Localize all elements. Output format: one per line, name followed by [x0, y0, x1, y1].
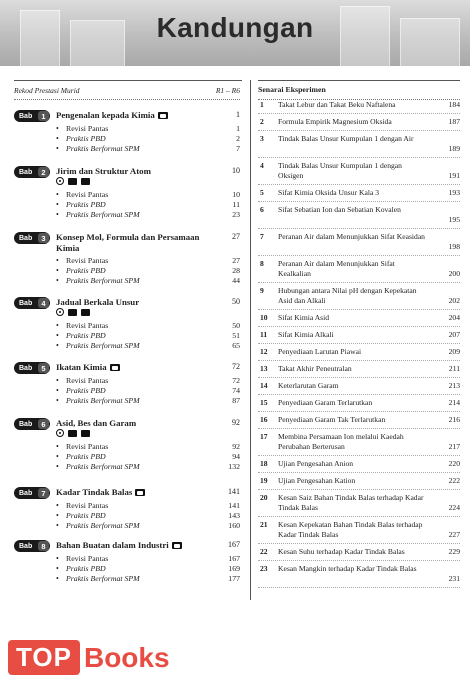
bab-number: 8 — [38, 541, 49, 551]
item-label: Praktis PBD — [66, 511, 106, 520]
experiment-title: Kesan Mangkin terhadap Kadar Tindak Balas — [278, 564, 417, 573]
row-divider — [258, 157, 460, 158]
experiment-title: Kesan Suhu terhadap Kadar Tindak Balas — [278, 547, 405, 556]
item-page: 74 — [232, 386, 240, 395]
experiment-number: 6 — [260, 205, 264, 214]
experiment-page: 200 — [448, 269, 460, 278]
bab-number: 1 — [38, 111, 49, 121]
row-divider — [258, 455, 460, 456]
experiment-page: 187 — [448, 117, 460, 126]
item-page: 1 — [236, 124, 240, 133]
item-label: Revisi Pantas — [66, 501, 109, 510]
experiment-number: 9 — [260, 286, 264, 295]
experiment-page: 231 — [448, 574, 460, 583]
item-page: 92 — [232, 442, 240, 451]
item-page: 177 — [228, 574, 240, 583]
row-divider — [258, 394, 460, 395]
bab-badge — [14, 110, 50, 122]
row-divider — [258, 184, 460, 185]
experiment-row[interactable] — [258, 117, 460, 134]
bab-badge — [14, 418, 50, 430]
experiment-page: 211 — [448, 364, 460, 373]
chapter-items — [66, 124, 240, 154]
row-divider — [258, 516, 460, 517]
experiment-number: 3 — [260, 134, 264, 143]
experiment-page: 217 — [448, 442, 460, 451]
experiment-row[interactable] — [258, 330, 460, 347]
item-label: Revisi Pantas — [66, 190, 109, 199]
experiment-title: Ujian Pengesahan Anion — [278, 459, 354, 468]
row-divider — [258, 282, 460, 283]
item-label: Praktis Berformat SPM — [66, 574, 140, 583]
item-label: Praktis Berformat SPM — [66, 396, 140, 405]
experiment-number: 20 — [260, 493, 268, 502]
experiment-page: 229 — [448, 547, 460, 556]
bab-badge — [14, 362, 50, 374]
item-page: 87 — [232, 396, 240, 405]
experiment-page: 213 — [448, 381, 460, 390]
list-item[interactable] — [66, 554, 240, 564]
list-item[interactable] — [66, 331, 240, 341]
list-item[interactable] — [66, 134, 240, 144]
item-page: 50 — [232, 321, 240, 330]
item-label: Praktis PBD — [66, 266, 106, 275]
video-icon[interactable] — [172, 542, 182, 549]
list-item[interactable] — [66, 462, 240, 472]
experiment-title: Kesan Kepekatan Bahan Tindak Balas terhadap Kadar Tindak Balas — [278, 520, 423, 539]
chapter-items — [66, 321, 240, 351]
item-label: Revisi Pantas — [66, 442, 109, 451]
simulation-icon[interactable] — [81, 309, 90, 316]
page-title: Kandungan — [156, 12, 314, 43]
experiment-number: 15 — [260, 398, 268, 407]
experiment-number: 13 — [260, 364, 268, 373]
row-divider — [258, 326, 460, 327]
experiment-page: 189 — [448, 144, 460, 153]
experiment-page: 204 — [448, 313, 460, 322]
item-page: 28 — [232, 266, 240, 275]
bab-number: 3 — [38, 233, 49, 243]
chapter-title: Jirim dan Struktur Atom — [56, 166, 151, 176]
chapter-page: 92 — [232, 418, 240, 427]
list-item[interactable] — [66, 442, 240, 452]
list-item[interactable] — [66, 276, 240, 286]
experiment-number: 8 — [260, 259, 264, 268]
simulation-icon[interactable] — [81, 430, 90, 437]
chapter-page: 167 — [228, 540, 240, 549]
experiment-title: Penyediaan Garam Terlarutkan — [278, 398, 373, 407]
row-divider — [258, 543, 460, 544]
bab-badge — [14, 487, 50, 499]
experiment-number: 12 — [260, 347, 268, 356]
rekod-pages: R1 – R6 — [215, 86, 240, 95]
list-item[interactable] — [66, 396, 240, 406]
item-label: Praktis Berformat SPM — [66, 521, 140, 530]
video-icon[interactable] — [68, 178, 77, 185]
chapter-title: Pengenalan kepada Kimia — [56, 110, 155, 120]
chapter-title: Konsep Mol, Formula dan Persamaan Kimia — [56, 232, 200, 253]
experiment-title: Sifat Kimia Alkali — [278, 330, 334, 339]
video-icon[interactable] — [68, 309, 77, 316]
bab-label: Bab — [19, 420, 33, 428]
experiment-number: 2 — [260, 117, 264, 126]
resource-icons — [56, 177, 90, 185]
item-page: 94 — [232, 452, 240, 461]
list-item[interactable] — [66, 386, 240, 396]
chapter-title: Kadar Tindak Balas — [56, 487, 133, 497]
chapter-items — [66, 190, 240, 220]
chapter-title: Jadual Berkala Unsur — [56, 297, 140, 307]
video-icon[interactable] — [158, 112, 168, 119]
item-label: Praktis Berformat SPM — [66, 210, 140, 219]
video-icon[interactable] — [68, 430, 77, 437]
ar-icon[interactable] — [56, 177, 64, 185]
bab-label: Bab — [19, 168, 33, 176]
item-page: 167 — [228, 554, 240, 563]
list-item[interactable] — [66, 452, 240, 462]
rekod-row[interactable] — [14, 86, 240, 100]
experiment-title: Sifat Sebatian Ion dan Sebatian Kovalen — [278, 205, 401, 214]
experiment-title: Penyediaan Larutan Piawai — [278, 347, 362, 356]
experiment-title: Takat Lebur dan Takat Beku Naftalena — [278, 100, 396, 109]
rekod-label: Rekod Prestasi Murid — [14, 86, 80, 95]
item-label: Revisi Pantas — [66, 256, 109, 265]
experiment-number: 5 — [260, 188, 264, 197]
video-icon[interactable] — [110, 364, 120, 371]
item-page: 27 — [232, 256, 240, 265]
experiment-number: 23 — [260, 564, 268, 573]
experiment-page: 207 — [448, 330, 460, 339]
list-item[interactable] — [66, 501, 240, 511]
experiment-title: Keterlarutan Garam — [278, 381, 339, 390]
experiment-number: 16 — [260, 415, 268, 424]
list-item[interactable] — [66, 574, 240, 584]
bab-badge — [14, 166, 50, 178]
experiment-row[interactable] — [258, 381, 460, 398]
list-item[interactable] — [66, 321, 240, 331]
experiment-number: 7 — [260, 232, 264, 241]
item-label: Praktis PBD — [66, 331, 106, 340]
list-item[interactable] — [66, 266, 240, 276]
row-divider — [258, 489, 460, 490]
item-page: 143 — [228, 511, 240, 520]
item-label: Praktis PBD — [66, 134, 106, 143]
experiment-number: 18 — [260, 459, 268, 468]
item-page: 72 — [232, 376, 240, 385]
row-divider — [258, 560, 460, 561]
item-label: Praktis PBD — [66, 452, 106, 461]
chapter-items — [66, 256, 240, 286]
experiment-row[interactable] — [258, 347, 460, 364]
item-page: 51 — [232, 331, 240, 340]
row-divider — [258, 228, 460, 229]
chapter-page: 50 — [232, 297, 240, 306]
list-item[interactable] — [66, 190, 240, 200]
row-divider — [258, 428, 460, 429]
bab-label: Bab — [19, 489, 33, 497]
experiment-number: 1 — [260, 100, 264, 109]
item-page: 65 — [232, 341, 240, 350]
row-divider — [258, 113, 460, 114]
item-page: 23 — [232, 210, 240, 219]
experiment-title: Takat Akhir Peneutralan — [278, 364, 352, 373]
chapter-page: 10 — [232, 166, 240, 175]
list-item[interactable] — [66, 511, 240, 521]
experiment-title: Kesan Saiz Bahan Tindak Balas terhadap Kadar Tindak Balas — [278, 493, 424, 512]
row-divider — [258, 360, 460, 361]
experiment-title: Tindak Balas Unsur Kumpulan 1 dengan Oksigen — [278, 161, 402, 180]
experiment-page: 214 — [448, 398, 460, 407]
column-divider — [250, 80, 251, 600]
row-divider — [258, 472, 460, 473]
list-item[interactable] — [66, 341, 240, 351]
experiment-row[interactable] — [258, 313, 460, 330]
item-page: 7 — [236, 144, 240, 153]
bab-number: 5 — [38, 363, 49, 373]
bab-number: 4 — [38, 298, 49, 308]
experiment-number: 19 — [260, 476, 268, 485]
divider — [258, 80, 460, 81]
ar-icon[interactable] — [56, 308, 64, 316]
experiment-page: 184 — [448, 100, 460, 109]
chapter-page: 141 — [228, 487, 240, 496]
experiment-title: Peranan Air dalam Menunjukkan Sifat Keasidan — [278, 232, 425, 241]
bab-number: 7 — [38, 488, 49, 498]
experiment-page: 202 — [448, 296, 460, 305]
chapter-page: 72 — [232, 362, 240, 371]
list-item[interactable] — [66, 256, 240, 266]
experiment-page: 209 — [448, 347, 460, 356]
experiment-title: Sifat Kimia Asid — [278, 313, 330, 322]
item-label: Praktis PBD — [66, 200, 106, 209]
experiment-number: 21 — [260, 520, 268, 529]
experiment-number: 14 — [260, 381, 268, 390]
bab-label: Bab — [19, 234, 33, 242]
item-label: Revisi Pantas — [66, 124, 109, 133]
experiment-row[interactable] — [258, 476, 460, 493]
experiment-page: 224 — [448, 503, 460, 512]
resource-icons — [56, 429, 90, 437]
experiment-page: 195 — [448, 215, 460, 224]
list-item[interactable] — [66, 376, 240, 386]
topbooks-watermark — [8, 640, 170, 675]
divider — [14, 80, 242, 81]
experiment-row[interactable] — [258, 100, 460, 117]
bab-label: Bab — [19, 299, 33, 307]
chapter-page: 1 — [236, 110, 240, 119]
list-item[interactable] — [66, 521, 240, 531]
bab-number: 2 — [38, 167, 49, 177]
chapter-items — [66, 376, 240, 406]
watermark-top: TOP — [8, 640, 80, 675]
ar-icon[interactable] — [56, 429, 64, 437]
experiment-number: 10 — [260, 313, 268, 322]
bab-badge — [14, 232, 50, 244]
experiment-title: Tindak Balas Unsur Kumpulan 1 dengan Air — [278, 134, 414, 143]
experiment-row[interactable] — [258, 547, 460, 564]
bab-label: Bab — [19, 112, 33, 120]
item-label: Praktis Berformat SPM — [66, 341, 140, 350]
item-page: 11 — [232, 200, 240, 209]
item-label: Revisi Pantas — [66, 554, 109, 563]
experiment-page: 227 — [448, 530, 460, 539]
item-page: 2 — [236, 134, 240, 143]
chapter-items — [66, 501, 240, 531]
experiment-title: Ujian Pengesahan Kation — [278, 476, 356, 485]
bab-label: Bab — [19, 542, 33, 550]
experiment-title: Penyediaan Garam Tak Terlarutkan — [278, 415, 386, 424]
experiment-page: 193 — [448, 188, 460, 197]
row-divider — [258, 377, 460, 378]
chapter-page: 27 — [232, 232, 240, 241]
list-item[interactable] — [66, 564, 240, 574]
bab-badge — [14, 297, 50, 309]
list-item[interactable] — [66, 200, 240, 210]
row-divider — [258, 201, 460, 202]
bab-number: 6 — [38, 419, 49, 429]
item-page: 141 — [228, 501, 240, 510]
item-page: 169 — [228, 564, 240, 573]
experiment-number: 17 — [260, 432, 268, 441]
resource-icons — [56, 308, 90, 316]
experiment-number: 4 — [260, 161, 264, 170]
experiment-page: 216 — [448, 415, 460, 424]
experiment-page: 220 — [448, 459, 460, 468]
experiment-title: Hubungan antara Nilai pH dengan Kepekatan Asid dan Alkali — [278, 286, 417, 305]
experiment-page: 198 — [448, 242, 460, 251]
chapter-title: Bahan Buatan dalam Industri — [56, 540, 169, 550]
watermark-books: Books — [83, 641, 170, 673]
list-item[interactable] — [66, 124, 240, 134]
item-label: Praktis Berformat SPM — [66, 276, 140, 285]
experiment-title: Formula Empirik Magnesium Oksida — [278, 117, 392, 126]
item-page: 44 — [232, 276, 240, 285]
experiment-title: Peranan Air dalam Menunjukkan Sifat Kealkalian — [278, 259, 395, 278]
item-label: Praktis Berformat SPM — [66, 462, 140, 471]
experiment-number: 22 — [260, 547, 268, 556]
video-icon[interactable] — [135, 489, 145, 496]
experiment-page: 222 — [448, 476, 460, 485]
list-item[interactable] — [66, 210, 240, 220]
item-page: 10 — [232, 190, 240, 199]
experiment-row[interactable] — [258, 398, 460, 415]
experiment-row[interactable] — [258, 415, 460, 432]
item-label: Praktis PBD — [66, 564, 106, 573]
experiment-row[interactable] — [258, 364, 460, 381]
experiment-row[interactable] — [258, 459, 460, 476]
header-banner — [0, 0, 470, 66]
item-label: Praktis PBD — [66, 386, 106, 395]
bab-label: Bab — [19, 364, 33, 372]
row-divider — [258, 411, 460, 412]
item-label: Praktis Berformat SPM — [66, 144, 140, 153]
experiment-page: 191 — [448, 171, 460, 180]
experiment-number: 11 — [260, 330, 268, 339]
item-page: 160 — [228, 521, 240, 530]
item-label: Revisi Pantas — [66, 321, 109, 330]
chapter-title: Ikatan Kimia — [56, 362, 107, 372]
experiment-title: Sifat Kimia Oksida Unsur Kala 3 — [278, 188, 380, 197]
row-divider — [258, 587, 460, 588]
list-item[interactable] — [66, 144, 240, 154]
experiment-title: Membina Persamaan Ion melalui Kaedah Perubahan Berterusan — [278, 432, 404, 451]
simulation-icon[interactable] — [81, 178, 90, 185]
item-page: 132 — [228, 462, 240, 471]
row-divider — [258, 255, 460, 256]
chapter-items — [66, 554, 240, 584]
bab-badge — [14, 540, 50, 552]
experiments-heading: Senarai Eksperimen — [258, 85, 460, 100]
chapter-title: Asid, Bes dan Garam — [56, 418, 137, 428]
chapter-items — [66, 442, 240, 472]
row-divider — [258, 309, 460, 310]
experiment-row[interactable] — [258, 188, 460, 205]
row-divider — [258, 130, 460, 131]
item-label: Revisi Pantas — [66, 376, 109, 385]
row-divider — [258, 343, 460, 344]
